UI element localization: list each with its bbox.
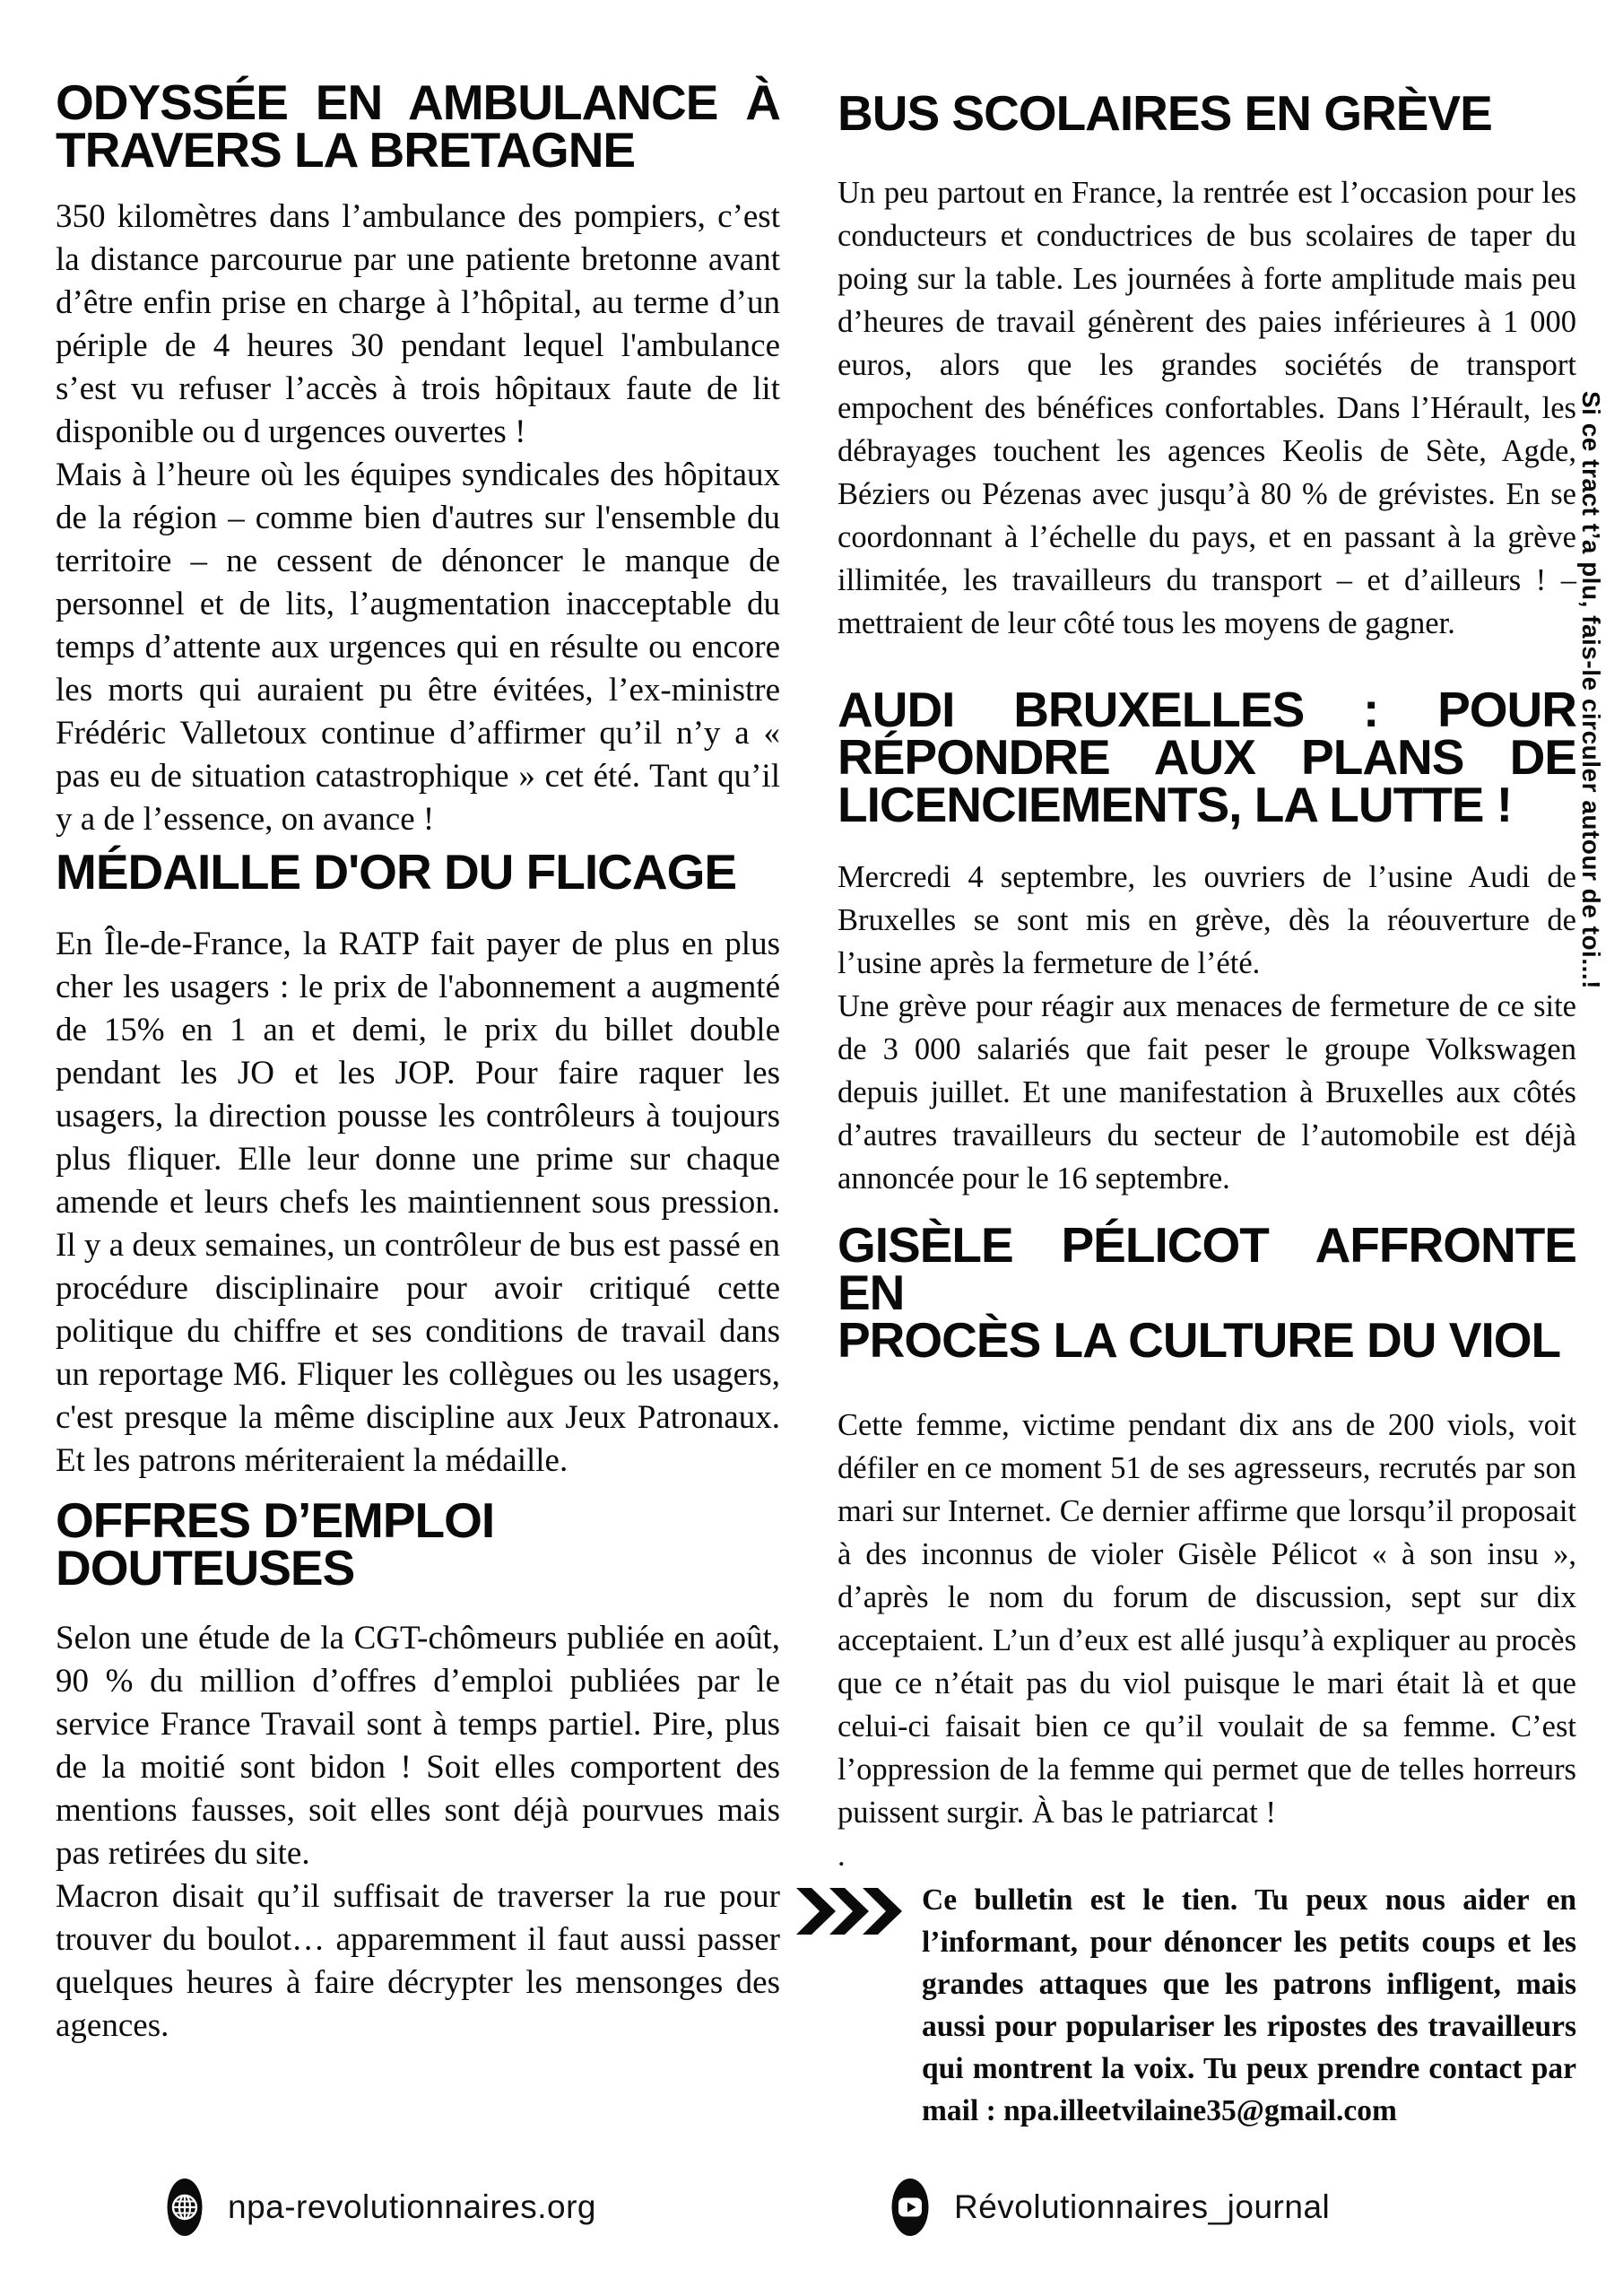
footer-website — [167, 2178, 596, 2237]
globe-icon — [167, 2178, 203, 2237]
article-title-bus: BUS SCOLAIRES EN GRÈVE — [838, 85, 1492, 141]
title-line: GISÈLE PÉLICOT AFFRONTE EN — [838, 1217, 1576, 1320]
contact-note — [838, 1879, 1576, 2132]
emploi-paragraph-1: Selon une étude de la CGT-chômeurs publiée en août, 90 % du million d’offres d’emploi publiées par le service France Travail sont à temps partiel. Pire, plus de la moitié sont bidon ! Soit elles comportent des mentions fausses, soit elles sont déjà pourvues mais pas retirées du site. — [56, 1620, 780, 1872]
ambulance-paragraph-1: 350 kilomètres dans l’ambulance des pompiers, c’est la distance parcourue par une patiente bretonne avant d’être enfin prise en charge à l’hôpital, au terme d’un périple de 4 heures 30 pendant lequel l'ambulance s’est vu refuser l’accès à trois hôpitaux faute de lit disponible ou d urgences ouvertes ! — [56, 198, 780, 450]
left-column — [56, 74, 780, 2048]
title-line: RÉPONDRE AUX PLANS DE — [838, 729, 1576, 785]
youtube-play-icon — [891, 2178, 929, 2237]
article-title-emploi: OFFRES D’EMPLOI DOUTEUSES — [56, 1492, 495, 1596]
ambulance-paragraph-2: Mais à l’heure où les équipes syndicales des hôpitaux de la région – comme bien d'autres sur l'ensemble du territoire – ne cessent de dénoncer le manque de personnel et de lits, l’augmentation inacceptable du temps d’attente aux urgences qui en résulte ou encore les morts qui auraient pu être évitées, l’ex-ministre Frédéric Valletoux continue d’affirmer qu’il n’y a « pas eu de situation catastrophique » cet été. Tant qu’il y a de l’essence, on avance ! — [56, 457, 780, 838]
audi-paragraph-1: Mercredi 4 septembre, les ouvriers de l’usine Audi de Bruxelles se sont mis en grève, dès la réouverture de l’usine après la fermeture de l’été. — [838, 860, 1576, 980]
article-title-pelicot — [838, 1217, 1576, 1368]
title-line: AUDI BRUXELLES : POUR — [838, 682, 1576, 737]
title-line: ODYSSÉE EN AMBULANCE À — [56, 74, 780, 130]
contact-note-text: Ce bulletin est le tien. Tu peux nous aider en l’informant, pour dénoncer les petits coups et les grandes attaques que les patrons infligent, mais aussi pour populariser les ripostes des travailleurs qui montrent la voix. Tu peux prendre contact par mail : npa.illeetvilaine35@gmail.com — [922, 1883, 1576, 2127]
stray-dot: . — [838, 1839, 846, 1873]
title-line: LICENCIEMENTS, LA LUTTE ! — [838, 777, 1513, 832]
title-line: PROCÈS LA CULTURE DU VIOL — [838, 1312, 1561, 1368]
article-title-ambulance — [56, 74, 780, 178]
triple-chevron-right-icon — [796, 1888, 902, 1935]
vertical-margin-text: Si ce tract t’a plu, fais-le circuler autour de toi...! — [1577, 391, 1605, 989]
title-line: TRAVERS LA BRETAGNE — [56, 122, 636, 178]
emploi-paragraph-2: Macron disait qu’il suffisait de traverser la rue pour trouver du boulot… apparemment il faut aussi passer quelques heures à faire décrypter les mensonges des agences. — [56, 1878, 780, 2044]
article-title-audi — [838, 682, 1576, 832]
footer-youtube-text: Révolutionnaires_journal — [954, 2188, 1331, 2225]
right-column — [838, 85, 1576, 2132]
audi-paragraph-2: Une grève pour réagir aux menaces de fermeture de ce site de 3 000 salariés que fait peser le groupe Volkswagen depuis juillet. Et une manifestation à Bruxelles aux côtés d’autres travailleurs du secteur de l’automobile est déjà annoncée pour le 16 septembre. — [838, 989, 1576, 1196]
article-title-flicage: MÉDAILLE D'OR DU FLICAGE — [56, 844, 737, 900]
pelicot-paragraph: Cette femme, victime pendant dix ans de 200 viols, voit défiler en ce moment 51 de ses agresseurs, recrutés par son mari sur Internet. Ce dernier affirme que lorsqu’il proposait à des inconnus de violer Gisèle Pélicot « à son insu », d’après le nom du forum de discussion, sept sur dix acceptaient. L’un d’eux est allé jusqu’à expliquer au procès que ce n’était pas du viol puisque le mari était là et que celui-ci faisait bien ce qu’il voulait de sa femme. C’est l’oppression de la femme qui permet que de telles horreurs puissent surgir. À bas le patriarcat ! — [838, 1408, 1576, 1830]
bus-paragraph: Un peu partout en France, la rentrée est l’occasion pour les conducteurs et conductrices de bus scolaires de taper du poing sur la table. Les journées à forte amplitude mais peu d’heures de travail génèrent des paies inférieures à 1 000 euros, alors que les grandes sociétés de transport empochent des bénéfices confortables. Dans l’Hérault, les débrayages touchent les agences Keolis de Sète, Agde, Béziers ou Pézenas avec jusqu’à 80 % de grévistes. En se coordonnant à l’échelle du pays, et en passant à la grève illimitée, les travailleurs du transport – et d’ailleurs ! – mettraient de leur côté tous les moyens de gagner. — [838, 176, 1576, 640]
flicage-paragraph: En Île-de-France, la RATP fait payer de plus en plus cher les usagers : le prix de l'abonnement a augmenté de 15% en 1 an et demi, le prix du billet double pendant les JO et les JOP. Pour faire raquer les usagers, la direction pousse les contrôleurs à toujours plus fliquer. Elle leur donne une prime sur chaque amende et leurs chefs les maintiennent sous pression. Il y a deux semaines, un contrôleur de bus est passé en procédure disciplinaire pour avoir critiqué cette politique du chiffre et ses conditions de travail dans un reportage M6. Fliquer les collègues ou les usagers, c'est presque la même discipline aux Jeux Patronaux. Et les patrons mériteraient la médaille. — [56, 926, 780, 1479]
footer-website-text: npa-revolutionnaires.org — [228, 2188, 597, 2225]
footer-youtube — [891, 2178, 1330, 2237]
